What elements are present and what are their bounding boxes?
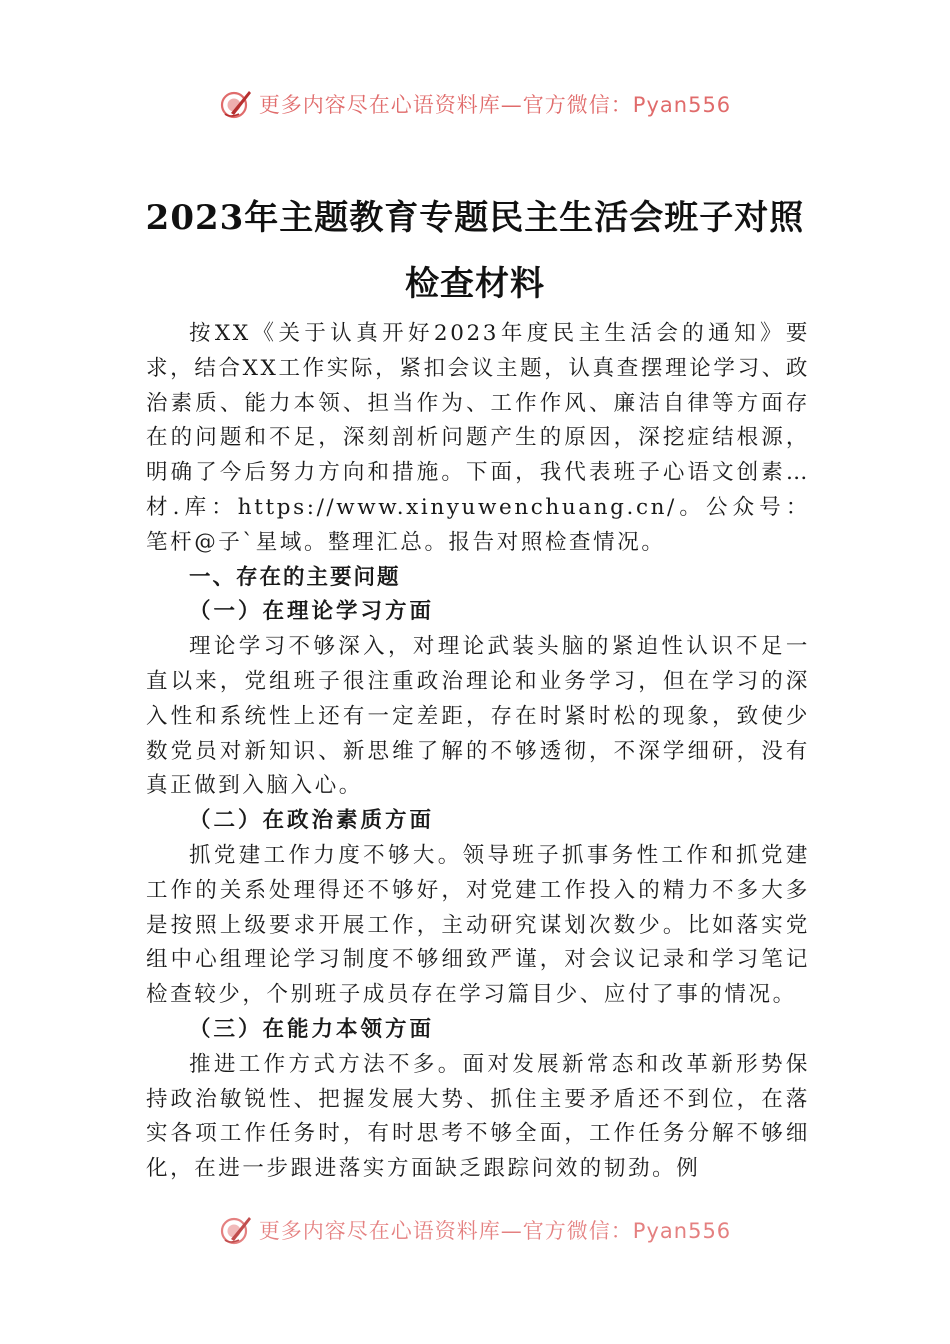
watermark-footer <box>0 1210 950 1250</box>
paragraph-theory-study: 理论学习不够深入，对理论武装头脑的紧迫性认识不足一直以来，党组班子很注重政治理论和业务学习，但在学习的深入性和系统性上还有一定差距，存在时紧时松的现象，致使少数党员对新知识、新思维了解的不够透彻，不深学细研，没有真正做到入脑入心。 <box>146 634 810 799</box>
subsection-heading-theory-study: （一）在理论学习方面 <box>189 599 435 625</box>
watermark-text: 更多内容尽在心语资料库—官方微信：Pyan556 <box>258 93 732 117</box>
subsection-heading-political-quality: （二）在政治素质方面 <box>189 808 435 834</box>
subsection-heading-ability: （三）在能力本领方面 <box>189 1016 435 1042</box>
section-heading-main-problems: 一、存在的主要问题 <box>189 564 401 590</box>
document-title-line-1: 2023年主题教育专题民主生活会班子对照 <box>145 198 805 238</box>
watermark-header <box>0 84 950 124</box>
document-title-line-2: 检查材料 <box>405 264 545 304</box>
pen-nib-seal-icon <box>219 87 253 121</box>
pen-nib-seal-icon <box>219 1213 253 1247</box>
paragraph-political-quality: 抓党建工作力度不够大。领导班子抓事务性工作和抓党建工作的关系处理得还不够好，对党建工作投入的精力不多大多是按照上级要求开展工作，主动研究谋划次数少。比如落实党组中心组理论学习制度不够细致严谨，对会议记录和学习笔记检查较少，个别班子成员存在学习篇目少、应付了事的情况。 <box>146 842 810 1008</box>
watermark-text: 更多内容尽在心语资料库—官方微信：Pyan556 <box>258 1219 732 1243</box>
intro-paragraph: 按XX《关于认真开好2023年度民主生活会的通知》要求，结合XX工作实际，紧扣会议主题，认真查摆理论学习、政治素质、能力本领、担当作为、工作作风、廉洁自律等方面存在的问题和不足，深刻剖析问题产生的原因，深挖症结根源，明确了今后努力方向和措施。下面，我代表班子心语文创素…材.库：https://www.xinyuwenchuang.cn/。公众号：笔杆@子`星域。整理汇总。报告对照检查情况。 <box>146 321 810 555</box>
paragraph-ability: 推进工作方式方法不多。面对发展新常态和改革新形势保持政治敏锐性、把握发展大势、抓住主要矛盾还不到位，在落实各项工作任务时，有时思考不够全面，工作任务分解不够细化，在进一步跟进落实方面缺乏跟踪问效的韧劲。例 <box>146 1051 810 1182</box>
document-body <box>146 317 810 1187</box>
